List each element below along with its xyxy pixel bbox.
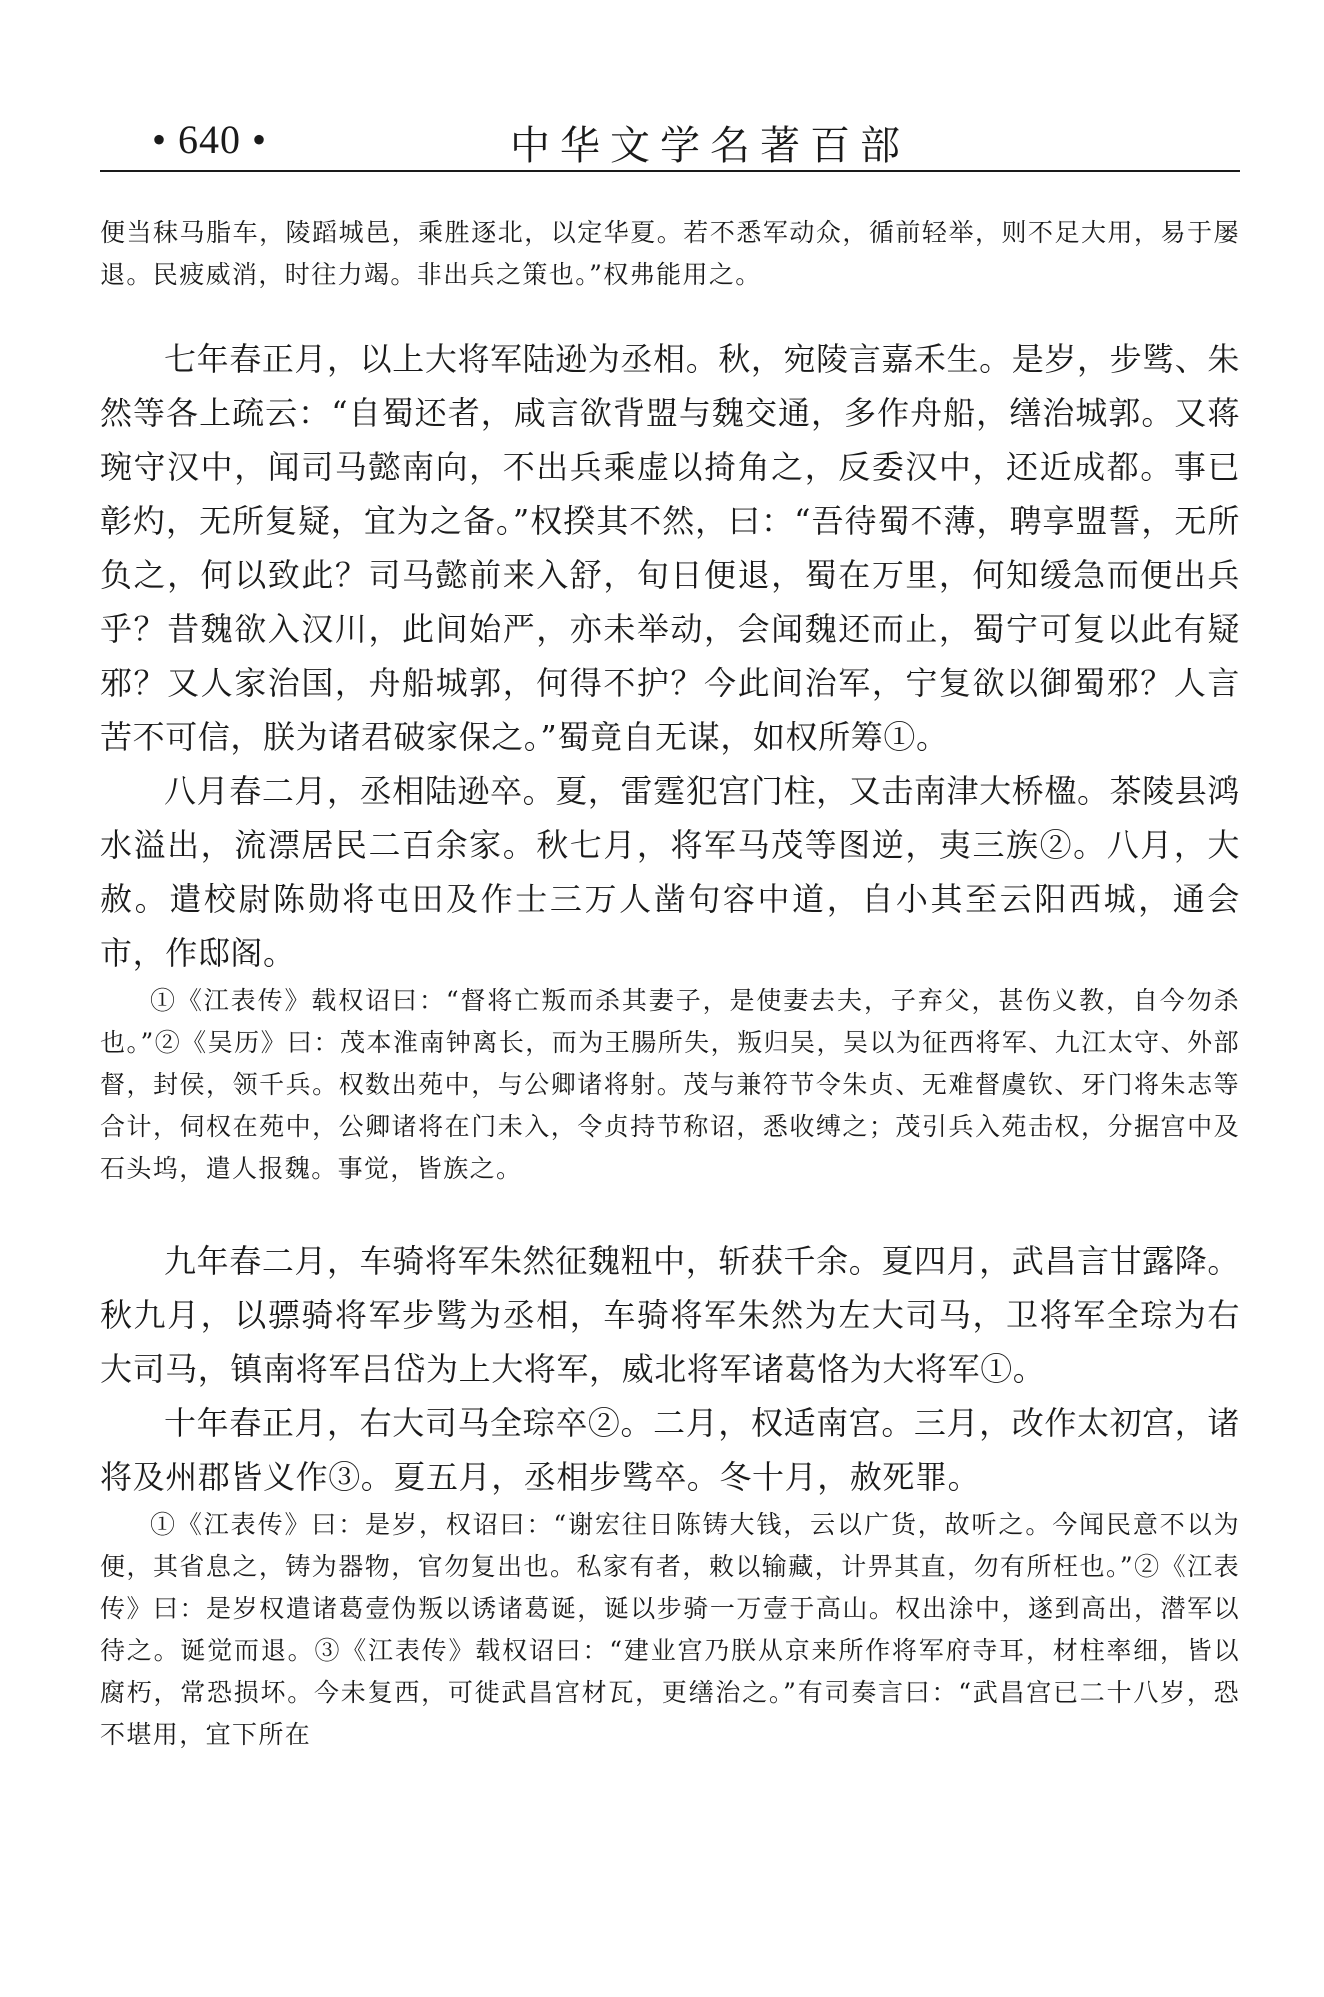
page-header bbox=[100, 108, 1240, 172]
footnotes-year-10: ①《江表传》曰：是岁，权诏曰：“谢宏往日陈铸大钱，云以广货，故听之。今闻民意不以为便，其省息之，铸为器物，官勿复出也。私家有者，敕以输藏，计畀其直，勿有所枉也。”②《江表传》曰：是岁权遣诸葛壹伪叛以诱诸葛诞，诞以步骑一万壹于高山。权出涂中，遂到高出，潜军以待之。诞觉而退。③《江表传》载权诏曰：“建业宫乃朕从京来所作将军府寺耳，材柱率细，皆以腐朽，常恐损坏。今未复西，可徙武昌宫材瓦，更缮治之。”有司奏言曰：“武昌宫已二十八岁，恐不堪用，宜下所在 bbox=[100, 1510, 1240, 1749]
paragraph-year-8: 八月春二月，丞相陆逊卒。夏，雷霆犯宫门柱，又击南津大桥楹。茶陵县鸿水溢出，流漂居民二百余家。秋七月，将军马茂等图逆，夷三族②。八月，大赦。遣校尉陈勋将屯田及作士三万人凿句容中道，自小其至云阳西城，通会市，作邸阁。 bbox=[100, 772, 1240, 972]
book-title: 中华文学名著百部 bbox=[510, 123, 910, 169]
footnotes-year-8: ①《江表传》载权诏曰：“督将亡叛而杀其妻子，是使妻去夫，子弃父，甚伤义教，自今勿杀也。”②《吴历》曰：茂本淮南钟离长，而为王腸所失，叛归吴，吴以为征西将军、九江太守、外部督，封侯，领千兵。权数出苑中，与公卿诸将射。茂与兼符节令朱贞、无难督虞钦、牙门将朱志等合计，伺权在苑中，公卿诸将在门未入，令贞持节称诏，悉收缚之；茂引兵入苑击权，分据宫中及石头坞，遣人报魏。事觉，皆族之。 bbox=[100, 986, 1240, 1183]
paragraph-year-7: 七年春正月，以上大将军陆逊为丞相。秋，宛陵言嘉禾生。是岁，步骘、朱然等各上疏云：“自蜀还者，咸言欲背盟与魏交通，多作舟船，缮治城郭。又蒋琬守汉中，闻司马懿南向，不出兵乘虚以掎角之，反委汉中，还近成都。事已彰灼，无所复疑，宜为之备。”权揆其不然，曰：“吾待蜀不薄，聘享盟誓，无所负之，何以致此？司马懿前来入舒，旬日便退，蜀在万里，何知缓急而便出兵乎？昔魏欲入汉川，此间始严，亦未举动，会闻魏还而止，蜀宁可复以此有疑邪？又人家治国，舟船城郭，何得不护？今此间治军，宁复欲以御蜀邪？人言苦不可信，朕为诸君破家保之。”蜀竟自无谋，如权所筹①。 bbox=[100, 340, 1240, 756]
paragraph-year-10: 十年春正月，右大司马全琮卒②。二月，权适南宫。三月，改作太初宫，诸将及州郡皆义作③。夏五月，丞相步骘卒。冬十月，赦死罪。 bbox=[100, 1404, 1240, 1496]
paragraph-year-9: 九年春二月，车骑将军朱然征魏粈中，斩获千余。夏四月，武昌言甘露降。秋九月，以骠骑将军步骘为丞相，车骑将军朱然为左大司马，卫将军全琮为右大司马，镇南将军吕岱为上大将军，威北将军诸葛恪为大将军①。 bbox=[100, 1242, 1240, 1388]
header-rule bbox=[100, 170, 1240, 172]
footnote-continuation: 便当秣马脂车，陵蹈城邑，乘胜逐北，以定华夏。若不悉军动众，循前轻举，则不足大用，易于屡退。民疲威消，时往力竭。非出兵之策也。”权弗能用之。 bbox=[100, 218, 1240, 289]
page-content bbox=[100, 212, 1240, 1756]
page-number: • 640 • bbox=[152, 117, 268, 162]
